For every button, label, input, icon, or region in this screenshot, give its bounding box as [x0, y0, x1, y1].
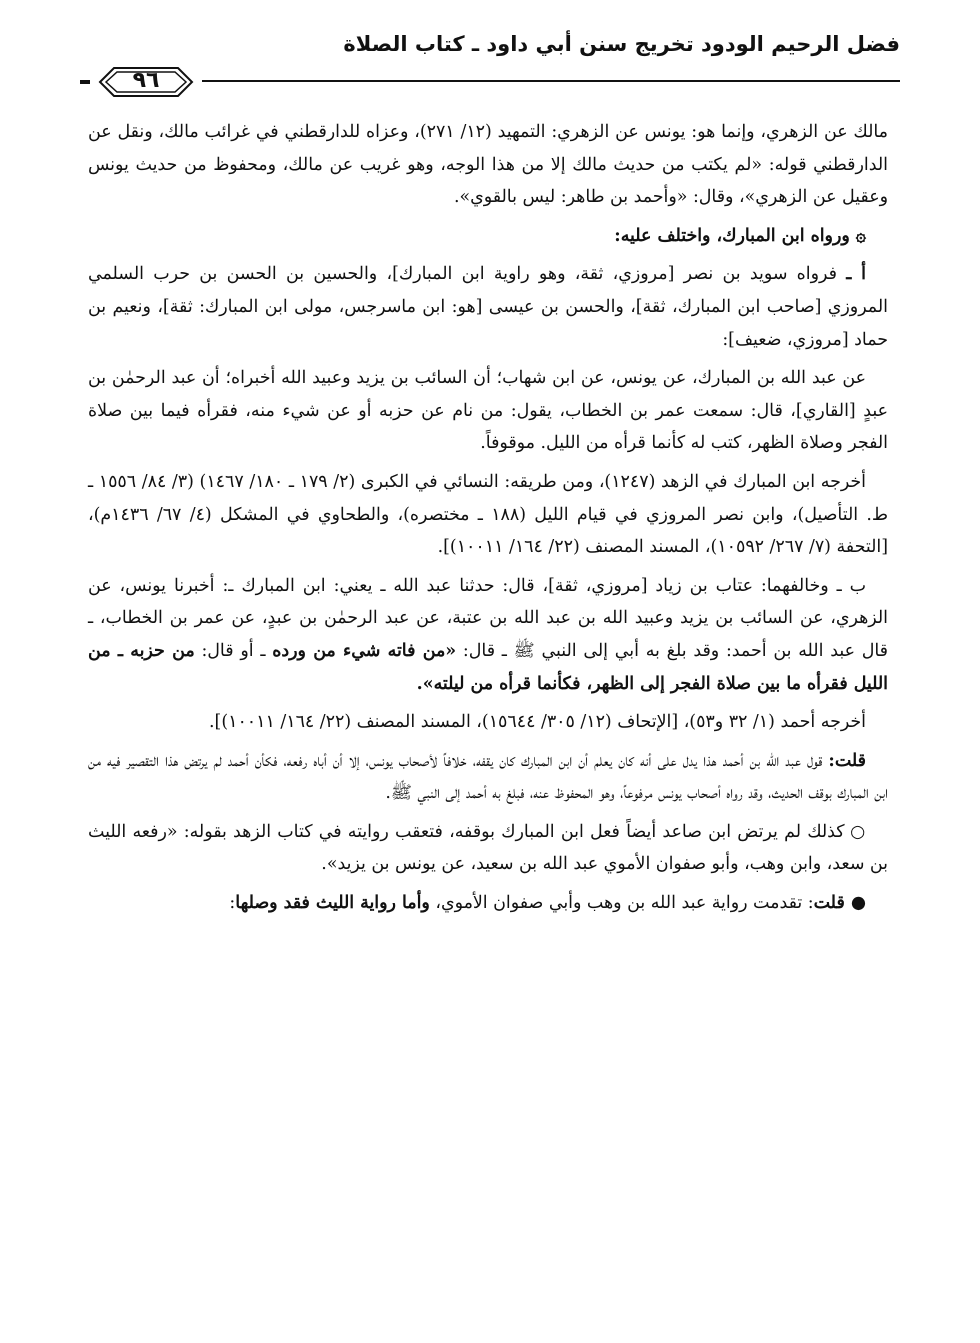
paragraph-text: فرواه سويد بن نصر [مروزي، ثقة، وهو راوية ابن المبارك]، والحسين بن الحسن بن حرب السلمي المروزي [صاحب ابن المبارك، ثقة]، والحسن بن عيسى [هو: ابن ماسرجس، مولى ابن المبارك: ثقة]، ونعيم بن حماد [مروزي، ضعيف]: — [88, 264, 888, 350]
item-label: أ ـ — [846, 264, 867, 285]
paragraph — [88, 887, 888, 920]
paragraph — [88, 816, 888, 881]
paragraph — [88, 745, 888, 810]
paragraph-text: : — [229, 893, 236, 914]
paragraph — [88, 258, 888, 356]
dot-bullet-icon: ● — [850, 893, 866, 914]
paragraph — [88, 706, 888, 739]
section-heading — [88, 220, 888, 253]
running-title: فضل الرحيم الودود تخريج سنن أبي داود ـ كتاب الصلاة — [343, 32, 900, 56]
paragraph — [88, 116, 888, 214]
paragraph-text: عن عبد الله بن المبارك، عن يونس، عن ابن شهاب؛ أن السائب بن يزيد وعبيد الله أخبراه؛ أن عبد الرحمٰن بن عبدٍ [القاري]، قال: سمعت عمر بن الخطاب، يقول: من نام عن حزبه أو عن شيء منه، فقرأه فيما بين صلاة الفجر وصلاة الظهر، كتب له كأنما قرأه من الليل. موقوفاً. — [88, 368, 888, 454]
paragraph-text: كذلك لم يرتض ابن صاعد أيضاً فعل ابن المبارك بوقفه، فتعقب روايته في كتاب الزهد بقوله: «رفعه الليث بن سعد، وابن وهب، وأبو صفوان الأموي عبد الله بن سعيد، عن يونس بن يزيد». — [88, 821, 888, 875]
header-rule — [80, 80, 900, 82]
page-number-badge — [90, 64, 202, 100]
hadith-text: «من فاته شيء من ورده — [272, 640, 457, 661]
heading-text: ورواه ابن المبارك، واختلف عليه: — [614, 225, 850, 246]
note-label: قلت — [813, 893, 851, 914]
paragraph-text: ب ـ وخالفهما: عتاب بن زياد [مروزي، ثقة]، قال: حدثنا عبد الله ـ يعني: ابن المبارك ـ: أخبرنا يونس، عن الزهري، عن السائب بن يزيد وعبيد الله بن عبد الله بن عتبة، عن عبد الرحمٰن بن عبدٍ، عن عمر بن الخطاب، ـ قال عبد الله بن أحمد: وقد بلغ به أبي إلى النبي ﷺ ـ قال: — [88, 575, 888, 661]
main-text — [88, 116, 888, 926]
paragraph-text: : تقدمت رواية عبد الله بن وهب وأبي صفوان الأموي، — [429, 893, 814, 914]
circle-bullet-icon: ○ — [850, 821, 866, 842]
paragraph-text: أخرجه أحمد (١/ ٣٢ و٥٣)، [الإتحاف (١٢/ ٣٠٥/ ١٥٦٤٤)، المسند المصنف (٢٢/ ١٦٤/ ١٠٠١١)]. — [209, 712, 866, 733]
paragraph-text: أخرجه ابن المبارك في الزهد (١٢٤٧)، ومن طريقه: النسائي في الكبرى (٢/ ١٧٩ ـ ١٨٠/ ١٤٦٧) (٣/ ٨٤/ ١٥٥٦ ـ ط. التأصيل)، وابن نصر المروزي في قيام الليل (١٨٨ ـ مختصره)، والطحاوي في المشكل (٤/ ٦٧/ ١٤٣٦م)، [التحفة (٧/ ٢٦٧/ ١٠٥٩٢)، المسند المصنف (٢٢/ ١٦٤/ ١٠٠١١)]. — [88, 471, 889, 558]
paragraph-text: ـ أو قال: — [194, 640, 273, 661]
emphasis-text: وأما رواية الليث فقد وصلها — [235, 893, 430, 914]
paragraph — [88, 466, 888, 564]
note-label: قلت: — [828, 750, 866, 771]
heading-mark: ۞ — [855, 225, 866, 246]
paragraph-text: مالك عن الزهري، وإنما هو: يونس عن الزهري: التمهيد (١٢/ ٢٧١)، وعزاه للدارقطني في غرائب مالك، ونقل عن الدارقطني قوله: «لم يكتب من حديث مالك إلا من هذا الوجه، وهو غريب عن مالك، ومحفوظ من حديث يونس وعقيل عن الزهري»، وقال: «وأحمد بن طاهر: ليس بالقوي». — [88, 122, 888, 208]
paragraph — [88, 362, 888, 460]
paragraph — [88, 570, 888, 700]
page-header — [80, 30, 900, 100]
paragraph-text: قول عبد الله بن أحمد هذا يدل على أنه كان يعلم أن ابن المبارك كان يقفه، خلافاً لأصحاب يونس، إلا أن أباه رفعه، فكأن أحمد لم يرتض هذا التقصير فيه من ابن المبارك بوقف الحديث، وقد رواه أصحاب يونس مرفوعاً، وهو المحفوظ عنه، فبلغ به أحمد إلى النبي ﷺ. — [88, 750, 888, 804]
hadith-text: من حزبه ـ من الليل فقرأه ما بين صلاة الفجر إلى الظهر، فكأنما قرأه من ليلته». — [88, 640, 888, 694]
page-number: ٩٦ — [132, 68, 160, 93]
